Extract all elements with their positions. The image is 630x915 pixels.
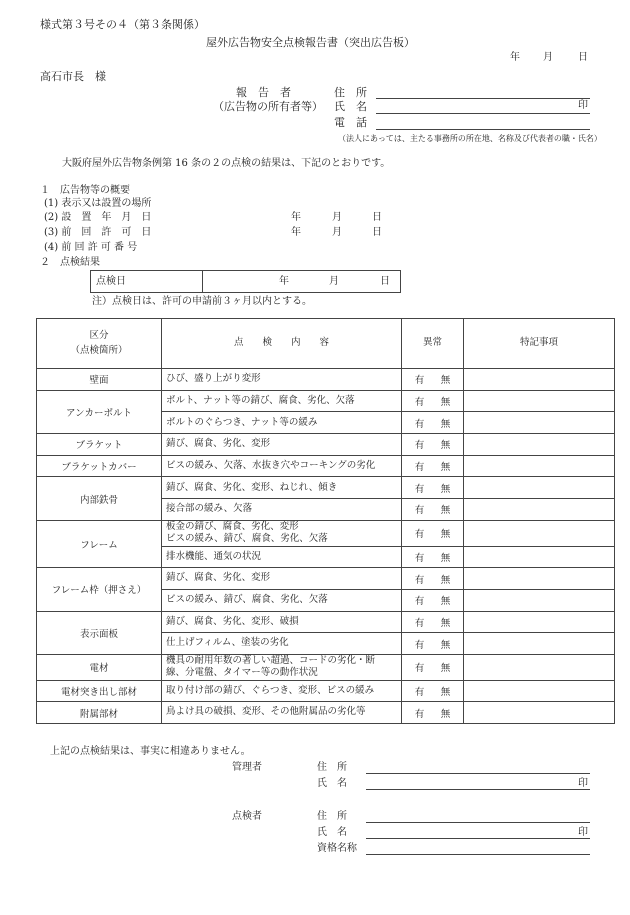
remarks-cell[interactable] <box>464 589 615 611</box>
abnormal-yes-option[interactable]: 有 <box>414 663 425 675</box>
abnormal-choice <box>402 499 464 521</box>
row-inspection-item: 仕上げフィルム、塗装の劣化 <box>162 633 402 655</box>
row-inspection-item: 錆び、腐食、劣化、変形、ねじれ、傾き <box>162 477 402 499</box>
header-remarks: 特記事項 <box>464 319 615 369</box>
table-header-row <box>37 319 615 369</box>
table-row <box>37 680 615 702</box>
remarks-cell[interactable] <box>464 390 615 412</box>
install-year-label: 年 <box>291 212 301 223</box>
certify-text: 上記の点検結果は、事実に相違ありません。 <box>50 746 251 757</box>
remarks-cell[interactable] <box>464 499 615 521</box>
remarks-cell[interactable] <box>464 477 615 499</box>
row-inspection-item: 板金の錆び、腐食、劣化、変形 ビスの緩み、錆び、腐食、劣化、欠落 <box>162 520 402 546</box>
abnormal-choice <box>402 702 464 724</box>
inspector-address-label: 住 所 <box>317 811 347 822</box>
table-row <box>37 369 615 391</box>
remarks-cell[interactable] <box>464 568 615 590</box>
row-category: 電材 <box>37 654 162 680</box>
row-inspection-item: 排水機能、通気の状況 <box>162 546 402 568</box>
reporter-note: （法人にあっては、主たる事務所の所在地、名称及び代表者の職・氏名） <box>338 134 602 143</box>
intro-text: 大阪府屋外広告物条例第 16 条の２の点検の結果は、下記のとおりです。 <box>62 158 391 169</box>
abnormal-choice <box>402 633 464 655</box>
overview-item-prev-permit-date: (3) 前 回 許 可 日 <box>44 227 152 238</box>
abnormal-no-option[interactable]: 無 <box>440 529 451 541</box>
abnormal-choice <box>402 455 464 477</box>
table-row <box>37 477 615 499</box>
abnormal-choice <box>402 369 464 391</box>
remarks-cell[interactable] <box>464 455 615 477</box>
row-inspection-item: 錆び、腐食、劣化、変形 <box>162 434 402 456</box>
abnormal-yes-option[interactable]: 有 <box>414 574 425 586</box>
manager-label: 管理者 <box>232 762 262 773</box>
install-month-label: 月 <box>332 212 342 223</box>
abnormal-choice <box>402 680 464 702</box>
abnormal-yes-option[interactable]: 有 <box>414 639 425 651</box>
inspection-date-label: 点検日 <box>96 276 126 287</box>
row-inspection-item: 接合部の緩み、欠落 <box>162 499 402 521</box>
inspection-table <box>36 318 615 724</box>
header-category <box>37 319 162 369</box>
inspector-qualification-field[interactable] <box>366 854 590 855</box>
overview-item-install-date: (2) 設 置 年 月 日 <box>44 212 152 223</box>
permit-month-label: 月 <box>332 227 342 238</box>
table-row <box>37 434 615 456</box>
manager-address-label: 住 所 <box>317 762 347 773</box>
header-category-sub: （点検箇所） <box>70 344 128 356</box>
manager-name-label: 氏 名 <box>317 778 347 789</box>
abnormal-choice <box>402 654 464 680</box>
remarks-cell[interactable] <box>464 434 615 456</box>
inspector-seal: 印 <box>578 827 588 838</box>
row-inspection-item: 取り付け部の錆び、ぐらつき、変形、ビスの緩み <box>162 680 402 702</box>
abnormal-choice <box>402 589 464 611</box>
row-inspection-item: 機具の耐用年数の著しい超過、コードの劣化・断 線、分電盤、タイマー等の動作状況 <box>162 654 402 680</box>
abnormal-yes-option[interactable]: 有 <box>414 440 425 452</box>
abnormal-no-option[interactable]: 無 <box>440 552 451 564</box>
row-category: 内部鉄骨 <box>37 477 162 520</box>
install-day-label: 日 <box>372 212 382 223</box>
overview-item-location: (1) 表示又は設置の場所 <box>44 198 152 209</box>
abnormal-yes-option[interactable]: 有 <box>414 708 425 720</box>
abnormal-no-option[interactable]: 無 <box>440 574 451 586</box>
inspection-note: 注）点検日は、許可の申請前３ヶ月以内とする。 <box>92 296 312 307</box>
abnormal-no-option[interactable]: 無 <box>440 397 451 409</box>
overview-item-prev-permit-number: (4) 前 回 許 可 番 号 <box>44 242 138 253</box>
abnormal-yes-option[interactable]: 有 <box>414 462 425 474</box>
abnormal-yes-option[interactable]: 有 <box>414 686 425 698</box>
abnormal-no-option[interactable]: 無 <box>440 483 451 495</box>
manager-name-field[interactable] <box>366 789 590 790</box>
table-row <box>37 390 615 412</box>
table-row <box>37 455 615 477</box>
table-row <box>37 702 615 724</box>
abnormal-yes-option[interactable]: 有 <box>414 552 425 564</box>
table-row <box>37 568 615 590</box>
abnormal-no-option[interactable]: 無 <box>440 708 451 720</box>
row-inspection-item: 錆び、腐食、劣化、変形、破損 <box>162 611 402 633</box>
abnormal-yes-option[interactable]: 有 <box>414 375 425 387</box>
inspection-date-box <box>90 270 401 293</box>
reporter-name-field[interactable] <box>376 113 590 114</box>
reporter-phone-field[interactable] <box>376 129 590 130</box>
row-category: 電材突き出し部材 <box>37 680 162 702</box>
row-category: 壁面 <box>37 369 162 391</box>
header-abnormal: 異常 <box>402 319 464 369</box>
row-category: 附属部材 <box>37 702 162 724</box>
abnormal-no-option[interactable]: 無 <box>440 440 451 452</box>
abnormal-yes-option[interactable]: 有 <box>414 483 425 495</box>
reporter-address-label: 住 所 <box>334 86 367 99</box>
date-year-label: 年 <box>510 52 520 63</box>
row-inspection-item: ビスの緩み、錆び、腐食、劣化、欠落 <box>162 589 402 611</box>
inspector-name-field[interactable] <box>366 838 590 839</box>
reporter-role-label: 報 告 者 <box>236 86 291 99</box>
date-day-label: 日 <box>578 52 588 63</box>
abnormal-choice <box>402 434 464 456</box>
result-heading: ２ 点検結果 <box>40 257 100 268</box>
row-category: ブラケット <box>37 434 162 456</box>
table-row <box>37 611 615 633</box>
inspector-qualification-label: 資格名称 <box>317 843 357 854</box>
inspector-label: 点検者 <box>232 811 262 822</box>
inspector-name-label: 氏 名 <box>317 827 347 838</box>
abnormal-choice <box>402 611 464 633</box>
inspection-day-label: 日 <box>380 276 390 287</box>
remarks-cell[interactable] <box>464 680 615 702</box>
row-category: 表示面板 <box>37 611 162 654</box>
form-number: 様式第３号その４（第３条関係） <box>40 18 205 31</box>
reporter-address-field[interactable] <box>376 98 590 99</box>
table-row <box>37 654 615 680</box>
abnormal-yes-option[interactable]: 有 <box>414 505 425 517</box>
remarks-cell[interactable] <box>464 633 615 655</box>
row-category: フレーム枠（押さえ） <box>37 568 162 611</box>
overview-heading: １ 広告物等の概要 <box>40 185 130 196</box>
inspector-address-field[interactable] <box>366 822 590 823</box>
abnormal-yes-option[interactable]: 有 <box>414 397 425 409</box>
abnormal-yes-option[interactable]: 有 <box>414 617 425 629</box>
page-title: 屋外広告物安全点検報告書（突出広告板） <box>206 36 415 49</box>
reporter-phone-label: 電 話 <box>334 116 367 129</box>
abnormal-no-option[interactable]: 無 <box>440 686 451 698</box>
row-inspection-item: ひび、盛り上がり変形 <box>162 369 402 391</box>
abnormal-choice <box>402 520 464 546</box>
abnormal-no-option[interactable]: 無 <box>440 639 451 651</box>
date-month-label: 月 <box>543 52 553 63</box>
permit-year-label: 年 <box>291 227 301 238</box>
abnormal-no-option[interactable]: 無 <box>440 596 451 608</box>
abnormal-yes-option[interactable]: 有 <box>414 418 425 430</box>
row-inspection-item: 鳥よけ具の破損、変形、その他附属品の劣化等 <box>162 702 402 724</box>
inspection-month-label: 月 <box>329 276 339 287</box>
abnormal-choice <box>402 477 464 499</box>
manager-address-field[interactable] <box>366 773 590 774</box>
abnormal-yes-option[interactable]: 有 <box>414 596 425 608</box>
remarks-cell[interactable] <box>464 412 615 434</box>
addressee: 高石市長 様 <box>40 70 106 83</box>
row-inspection-item: 錆び、腐食、劣化、変形 <box>162 568 402 590</box>
abnormal-no-option[interactable]: 無 <box>440 663 451 675</box>
remarks-cell[interactable] <box>464 546 615 568</box>
row-category: フレーム <box>37 520 162 567</box>
abnormal-no-option[interactable]: 無 <box>440 617 451 629</box>
remarks-cell[interactable] <box>464 369 615 391</box>
abnormal-choice <box>402 568 464 590</box>
remarks-cell[interactable] <box>464 654 615 680</box>
inspection-year-label: 年 <box>279 276 289 287</box>
header-content: 点 検 内 容 <box>162 319 402 369</box>
row-inspection-item: ボルト、ナット等の錆び、腐食、劣化、欠落 <box>162 390 402 412</box>
row-inspection-item: ボルトのぐらつき、ナット等の緩み <box>162 412 402 434</box>
remarks-cell[interactable] <box>464 520 615 546</box>
remarks-cell[interactable] <box>464 611 615 633</box>
table-row <box>37 520 615 546</box>
header-category-label: 区分 <box>89 330 109 342</box>
abnormal-choice <box>402 390 464 412</box>
row-category: ブラケットカバー <box>37 455 162 477</box>
abnormal-no-option[interactable]: 無 <box>440 462 451 474</box>
row-category: アンカーボルト <box>37 390 162 433</box>
reporter-name-label: 氏 名 <box>334 100 367 113</box>
manager-seal: 印 <box>578 778 588 789</box>
abnormal-choice <box>402 412 464 434</box>
reporter-seal: 印 <box>578 100 588 111</box>
abnormal-no-option[interactable]: 無 <box>440 418 451 430</box>
abnormal-choice <box>402 546 464 568</box>
reporter-role-sub: （広告物の所有者等） <box>213 100 323 113</box>
row-inspection-item: ビスの緩み、欠落、水抜き穴やコーキングの劣化 <box>162 455 402 477</box>
remarks-cell[interactable] <box>464 702 615 724</box>
abnormal-no-option[interactable]: 無 <box>440 375 451 387</box>
abnormal-no-option[interactable]: 無 <box>440 505 451 517</box>
abnormal-yes-option[interactable]: 有 <box>414 529 425 541</box>
permit-day-label: 日 <box>372 227 382 238</box>
